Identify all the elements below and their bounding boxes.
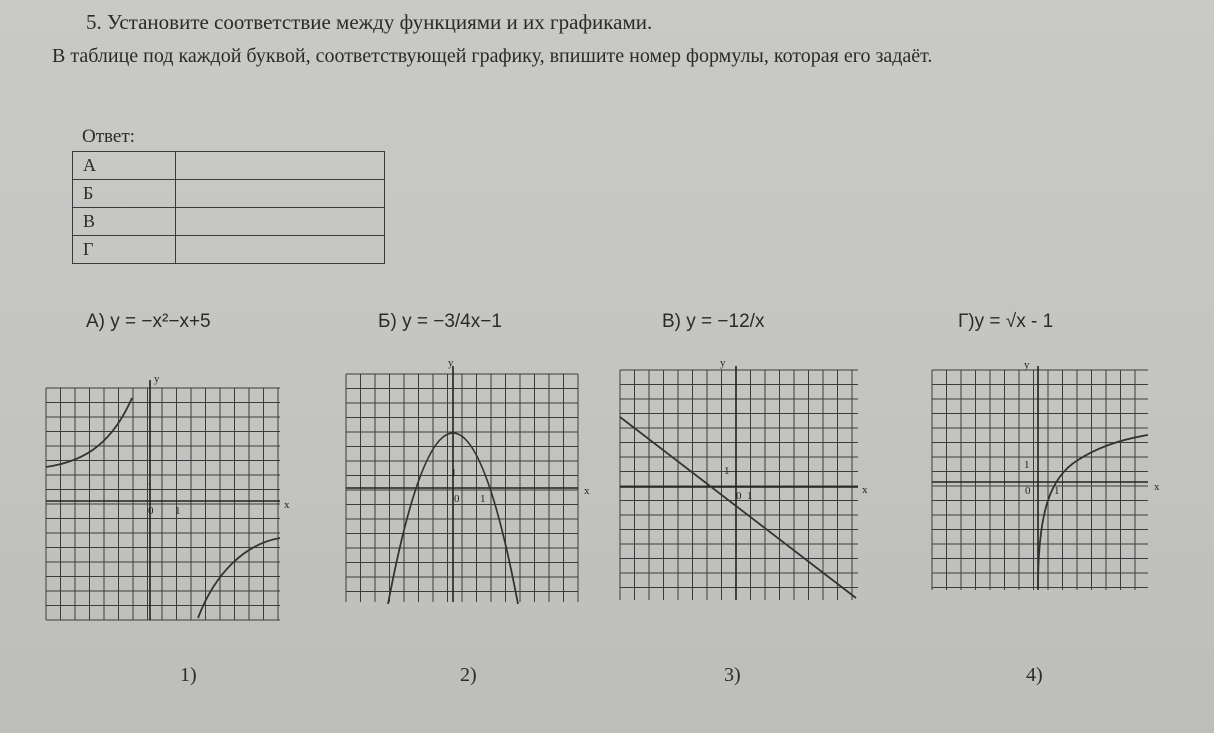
graph-4-y-label: y (1024, 359, 1030, 371)
task-instruction: В таблице под каждой буквой, соответствующей графику, впишите номер формулы, которая его задаёт. (52, 45, 933, 67)
graph-3-curve (620, 417, 856, 598)
answer-letter: В (73, 208, 176, 236)
answer-row-v (73, 208, 385, 236)
graph-2 (342, 357, 590, 610)
graph-2-x-label: x (584, 485, 590, 497)
graph-2-origin-label: 0 (454, 493, 460, 505)
graph-1-x-one-label: 1 (175, 505, 181, 517)
graph-4-x-label: x (1154, 481, 1160, 493)
answer-cell[interactable] (176, 208, 385, 236)
formula-a: А) y = −x²−x+5 (86, 311, 211, 332)
answer-row-b (73, 180, 385, 208)
answer-cell[interactable] (176, 152, 385, 180)
graph-3-x-label: x (862, 484, 868, 496)
graph-number-2: 2) (460, 664, 477, 686)
graph-4 (928, 359, 1160, 594)
graph-4-x-one-label: 1 (1054, 485, 1060, 497)
answer-row-a (73, 152, 385, 180)
graph-4-y-one-label: 1 (1024, 459, 1030, 471)
formula-b: Б) y = −3/4x−1 (378, 311, 502, 332)
graph-number-4: 4) (1026, 664, 1043, 686)
answer-cell[interactable] (176, 236, 385, 264)
answer-cell[interactable] (176, 180, 385, 208)
graph-number-3: 3) (724, 664, 741, 686)
graph-4-grid (932, 370, 1148, 590)
graph-1-y-label: y (154, 373, 160, 385)
formula-g: Г)y = √x - 1 (958, 311, 1054, 332)
graph-3-origin-label: 0 (736, 490, 742, 502)
graph-1 (40, 368, 290, 628)
task-title: 5. Установите соответствие между функциями и их графиками. (86, 10, 653, 34)
graph-2-x-one-label: 1 (480, 493, 486, 505)
answer-label: Ответ: (82, 126, 135, 147)
graph-2-y-one-label: 1 (451, 467, 457, 479)
graph-2-y-label: y (448, 357, 454, 369)
graph-3-y-one-label: 1 (724, 465, 730, 477)
graph-1-y-one-label: 1 (147, 481, 153, 493)
graph-number-1: 1) (180, 664, 197, 686)
answer-letter: А (73, 152, 176, 180)
graph-1-origin-label: 0 (148, 505, 154, 517)
graph-3-grid (620, 370, 858, 600)
graph-3-y-label: y (720, 357, 726, 369)
graph-4-curve (1038, 435, 1148, 588)
formula-v: В) y = −12/x (662, 311, 765, 332)
answer-letter: Б (73, 180, 176, 208)
answer-table (72, 151, 385, 264)
graph-4-origin-label: 0 (1025, 485, 1031, 497)
graph-1-x-label: x (284, 499, 290, 511)
graph-1-grid (46, 388, 280, 620)
graph-3-x-one-label: 1 (747, 490, 753, 502)
answer-row-g (73, 236, 385, 264)
answer-letter: Г (73, 236, 176, 264)
graph-3 (616, 357, 868, 604)
